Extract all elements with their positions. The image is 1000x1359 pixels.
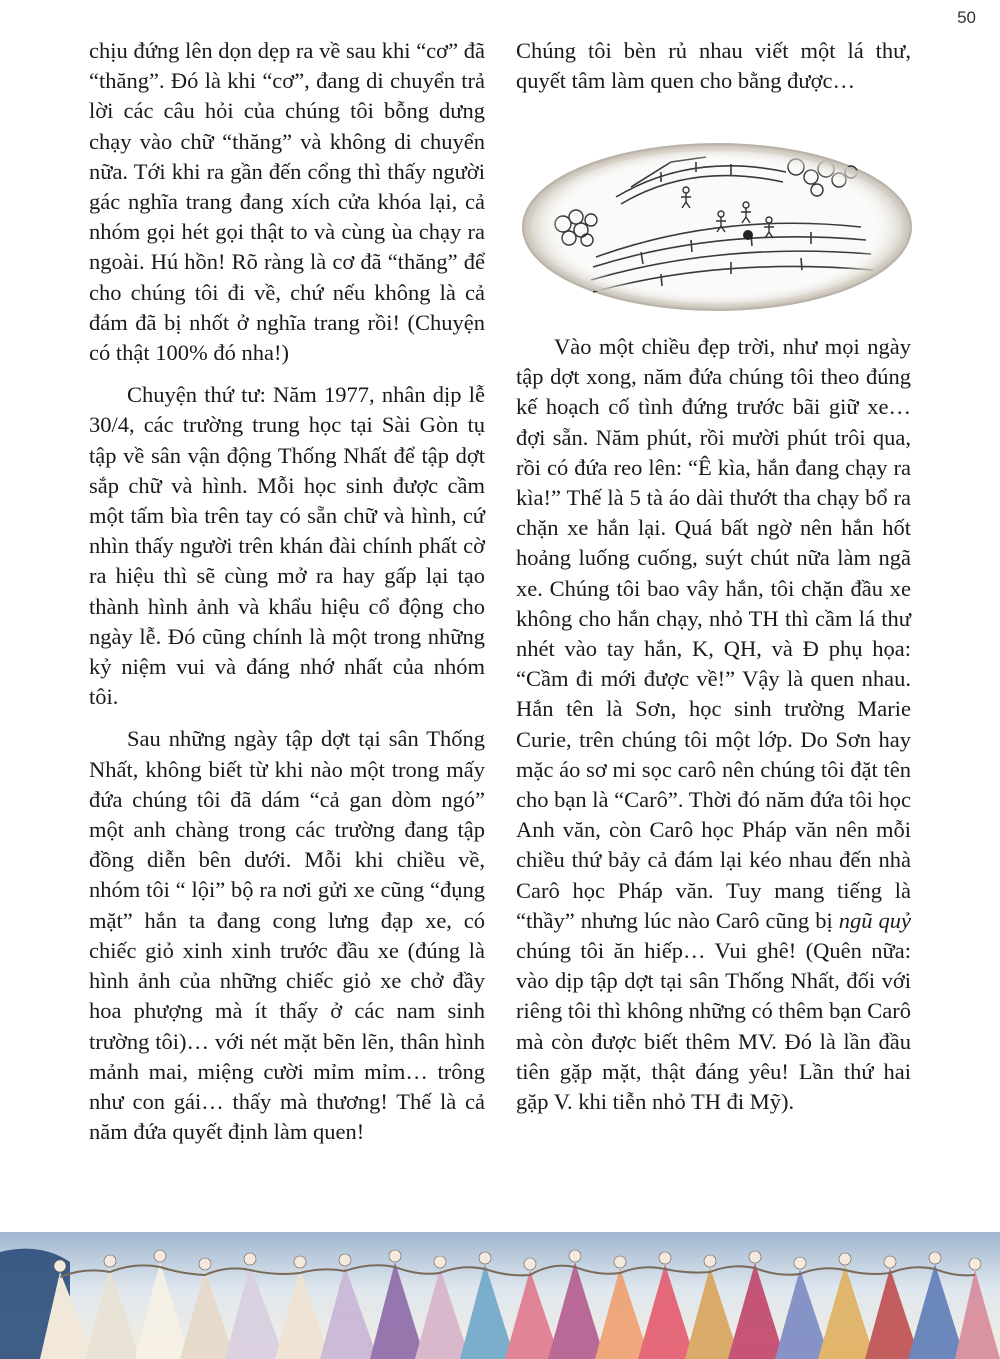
dancers-footer-artwork: [0, 1232, 1000, 1359]
right-intro-paragraph: Chúng tôi bèn rủ nhau viết một lá thư, quyết tâm làm quen cho bằng được…: [516, 38, 911, 94]
left-paragraph-3: Sau những ngày tập dợt tại sân Thống Nhất, không biết từ khi nào một trong mấy đứa chúng tôi đã dám “cả gan dòm ngó” một anh chàng trong các trường đang tập đồng diễn bên dưới. Mỗi khi chiều về, nhóm tôi “ lội” bộ ra nơi gửi xe cũng “đụng mặt” hắn ta đang cong lưng đạp xe, có chiếc giỏ xinh xinh trước đầu xe (đúng là hình ảnh của những chiếc giỏ xe chở đầy hoa phượng mà ít thấy ở các nam sinh trường tôi)… với nét mặt bẽn lẽn, thân hình mảnh mai, miệng cười mỉm mỉm… trông như con gái… thấy mà thương! Thế là cả năm đứa quyết định làm quen!: [89, 726, 485, 1145]
left-paragraph-1: chịu đứng lên dọn dẹp ra về sau khi “cơ” đã “thăng”. Đó là khi “cơ”, đang di chuyển trả lời các câu hỏi của chúng tôi bỗng dưng chạy vào chữ “thăng” và không di chuyển nữa. Tới khi ra gần đến cổng thì thấy người gác nghĩa trang đang xích cửa khóa lại, cả nhóm gọi hét gọi thật to và cùng ùa chạy ra ngoài. Hú hồn! Rõ ràng là cơ đã “thăng” để cho chúng tôi đi về, chứ nếu không là cả đám đã bị nhốt ở nghĩa trang rồi! (Chuyện có thật 100% đó nha!): [89, 38, 485, 366]
right-column-intro: [516, 36, 911, 96]
right-paragraph-italic: ngũ quỷ: [838, 907, 911, 933]
page-number: 50: [957, 8, 976, 27]
right-paragraph-text-2: chúng tôi ăn hiếp… Vui ghê! (Quên nữa: vào dịp tập dợt tại sân Thống Nhất, đối với riêng tôi thì không những có thêm bạn Carô mà còn được biết thêm MV. Đó là lần đầu tiên gặp mặt, thật đáng yêu! Lần thứ hai gặp V. khi tiễn nhỏ TH đi Mỹ).: [516, 938, 911, 1115]
right-paragraph-main: [516, 332, 911, 1117]
stadium-sketch-illustration: [521, 142, 913, 312]
right-paragraph-text-1: Vào một chiều đẹp trời, như mọi ngày tập dợt xong, năm đứa chúng tôi theo đúng kế hoạch cố tình đứng trước bãi giữ xe… đợi sẵn. Năm phút, rồi mười phút trôi qua, rồi có đứa reo lên: “Ê kìa, hắn đang chạy ra kìa!” Thế là 5 tà áo dài thướt tha chạy bổ ra chặn xe hắn lại. Quá bất ngờ nên hắn hốt hoảng luống cuống, suýt chút nữa làm ngã xe. Chúng tôi bao vây hắn, tôi chặn đầu xe không cho hắn chạy, nhỏ TH thì cầm lá thư nhét vào tay hắn, K, QH, và Đ phụ họa: “Cầm đi mới được về!” Vậy là quen nhau. Hắn tên là Sơn, học sinh trường Marie Curie, trên chúng tôi một lớp. Do Sơn hay mặc áo sơ mi sọc carô nên chúng tôi đặt tên cho bạn là “Carô”. Thời đó năm đứa tôi học Anh văn, còn Carô học Pháp văn nên mỗi chiều thứ bảy cả đám lại kéo nhau đến nhà Carô học Pháp văn. Tuy mang tiếng là “thầy” nhưng lúc nào Carô cũng bị: [516, 334, 911, 933]
right-column-main: [516, 332, 911, 1117]
left-paragraph-2: Chuyện thứ tư: Năm 1977, nhân dịp lễ 30/4, các trường trung học tại Sài Gòn tụ tập về sân vận động Thống Nhất để tập dợt sắp chữ và hình. Mỗi học sinh được cầm một tấm bìa trên tay có sẵn chữ và hình, cứ nhìn thấy người trên khán đài chính phất cờ ra hiệu thì sẽ cùng mở ra hay gấp lại tạo thành hình ảnh và khẩu hiệu cổ động cho ngày lễ. Đó cũng chính là một trong những kỷ niệm vui và đáng nhớ nhất của nhóm tôi.: [89, 382, 485, 710]
left-column: [89, 36, 485, 1147]
